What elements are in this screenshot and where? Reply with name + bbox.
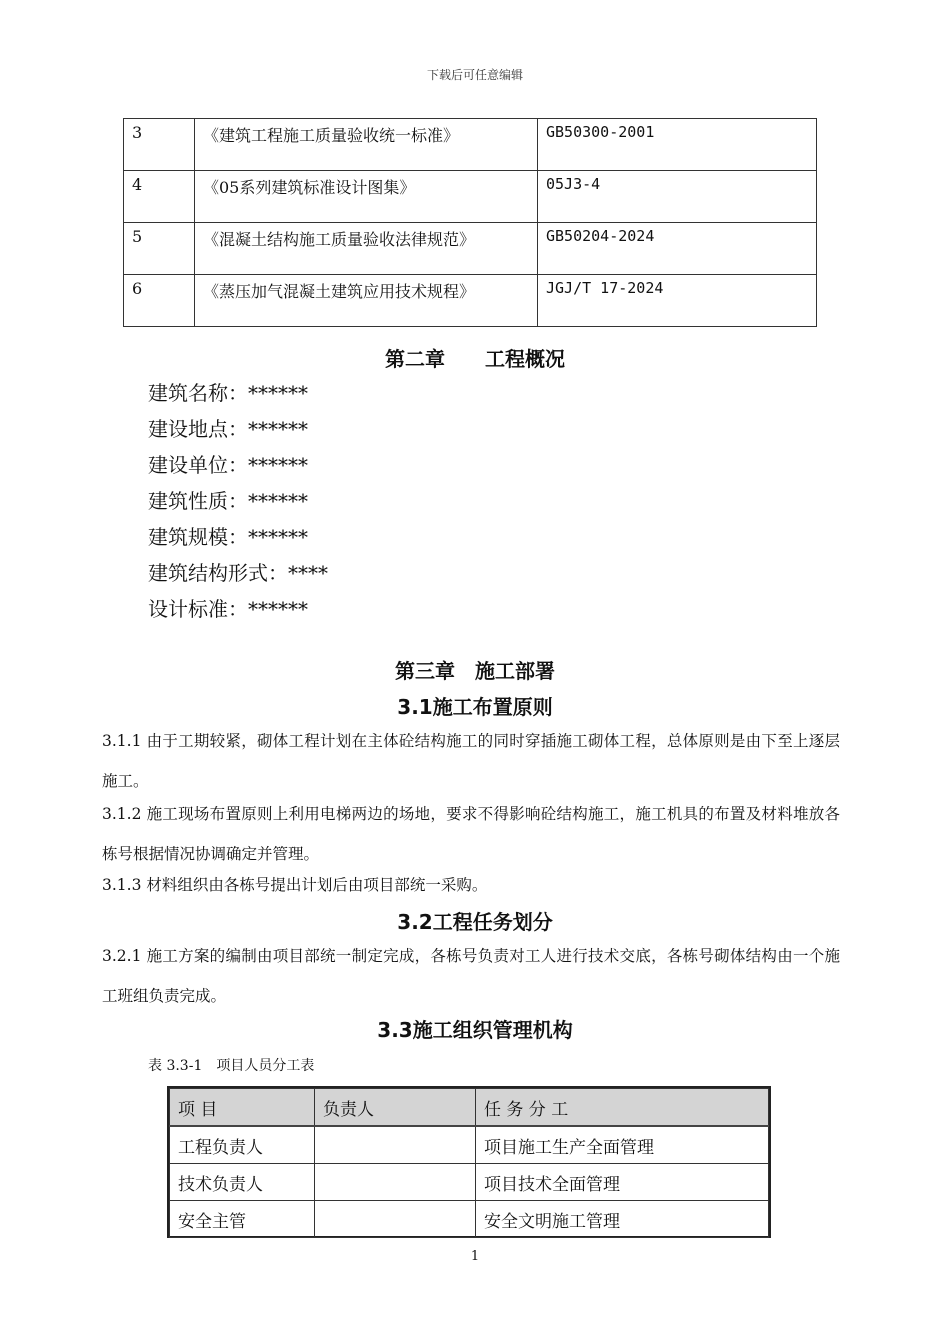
- section-3-3-title: 3.3施工组织管理机构: [377, 1018, 573, 1042]
- info-design-standard: 设计标准：******: [148, 597, 308, 621]
- paragraph-3-1-2: 3.1.2 施工现场布置原则上利用电梯两边的场地，要求不得影响砼结构施工，施工机具的布置及材料堆放各栋号根据情况协调确定并管理。: [102, 805, 840, 863]
- header-person: 负责人: [315, 1089, 476, 1127]
- cell-item: 工程负责人: [170, 1126, 315, 1164]
- table-row: [124, 223, 817, 275]
- standard-name: 《蒸压加气混凝土建筑应用技术规程》: [195, 275, 538, 327]
- info-developer: 建设单位：******: [148, 453, 308, 477]
- standard-name: 《05系列建筑标准设计图集》: [195, 171, 538, 223]
- standard-code: GB50300-2001: [538, 119, 817, 171]
- cell-person: [315, 1201, 476, 1238]
- standard-code: JGJ/T 17-2024: [538, 275, 817, 327]
- table-row: [124, 275, 817, 327]
- info-nature: 建筑性质：******: [148, 489, 308, 513]
- cell-task: 安全文明施工管理: [476, 1201, 769, 1238]
- page-number: 1: [470, 1249, 480, 1264]
- staff-table: [169, 1088, 769, 1238]
- header-task: 任 务 分 工: [476, 1089, 769, 1127]
- standard-name: 《混凝土结构施工质量验收法律规范》: [195, 223, 538, 275]
- chapter-2-title: 第二章 工程概况: [385, 347, 565, 371]
- table-header-row: [170, 1089, 769, 1127]
- cell-person: [315, 1126, 476, 1164]
- standard-name: 《建筑工程施工质量验收统一标准》: [195, 119, 538, 171]
- header-note: 下载后可任意编辑: [426, 68, 523, 82]
- standard-code: GB50204-2024: [538, 223, 817, 275]
- table-row: [170, 1201, 769, 1238]
- info-scale: 建筑规模：******: [148, 525, 308, 549]
- table-row: [124, 119, 817, 171]
- standard-no: 6: [124, 275, 195, 327]
- project-info-list: [148, 377, 328, 629]
- standard-code: 05J3-4: [538, 171, 817, 223]
- cell-item: 安全主管: [170, 1201, 315, 1238]
- section-3-2-title: 3.2工程任务划分: [397, 910, 553, 934]
- table-row: [170, 1126, 769, 1164]
- info-building-name: 建筑名称：******: [148, 381, 308, 405]
- table-row: [170, 1164, 769, 1201]
- standard-no: 3: [124, 119, 195, 171]
- info-location: 建设地点：******: [148, 417, 308, 441]
- paragraph-3-1-1: 3.1.1 由于工期较紧，砌体工程计划在主体砼结构施工的同时穿插施工砌体工程，总体原则是由下至上逐层施工。: [102, 732, 840, 790]
- standards-table: [123, 118, 817, 327]
- paragraph-3-2-1: 3.2.1 施工方案的编制由项目部统一制定完成，各栋号负责对工人进行技术交底，各栋号砌体结构由一个施工班组负责完成。: [102, 947, 840, 1005]
- info-structure: 建筑结构形式：****: [148, 561, 328, 585]
- cell-task: 项目技术全面管理: [476, 1164, 769, 1201]
- cell-task: 项目施工生产全面管理: [476, 1126, 769, 1164]
- section-3-1-title: 3.1施工布置原则: [397, 695, 553, 719]
- staff-table-frame: [167, 1086, 771, 1238]
- header-item: 项 目: [170, 1089, 315, 1127]
- standard-no: 4: [124, 171, 195, 223]
- cell-person: [315, 1164, 476, 1201]
- standard-no: 5: [124, 223, 195, 275]
- chapter-3-title: 第三章 施工部署: [395, 659, 555, 683]
- table-caption: 表 3.3-1 项目人员分工表: [148, 1058, 315, 1074]
- table-row: [124, 171, 817, 223]
- paragraph-3-1-3: 3.1.3 材料组织由各栋号提出计划后由项目部统一采购。: [102, 876, 488, 894]
- cell-item: 技术负责人: [170, 1164, 315, 1201]
